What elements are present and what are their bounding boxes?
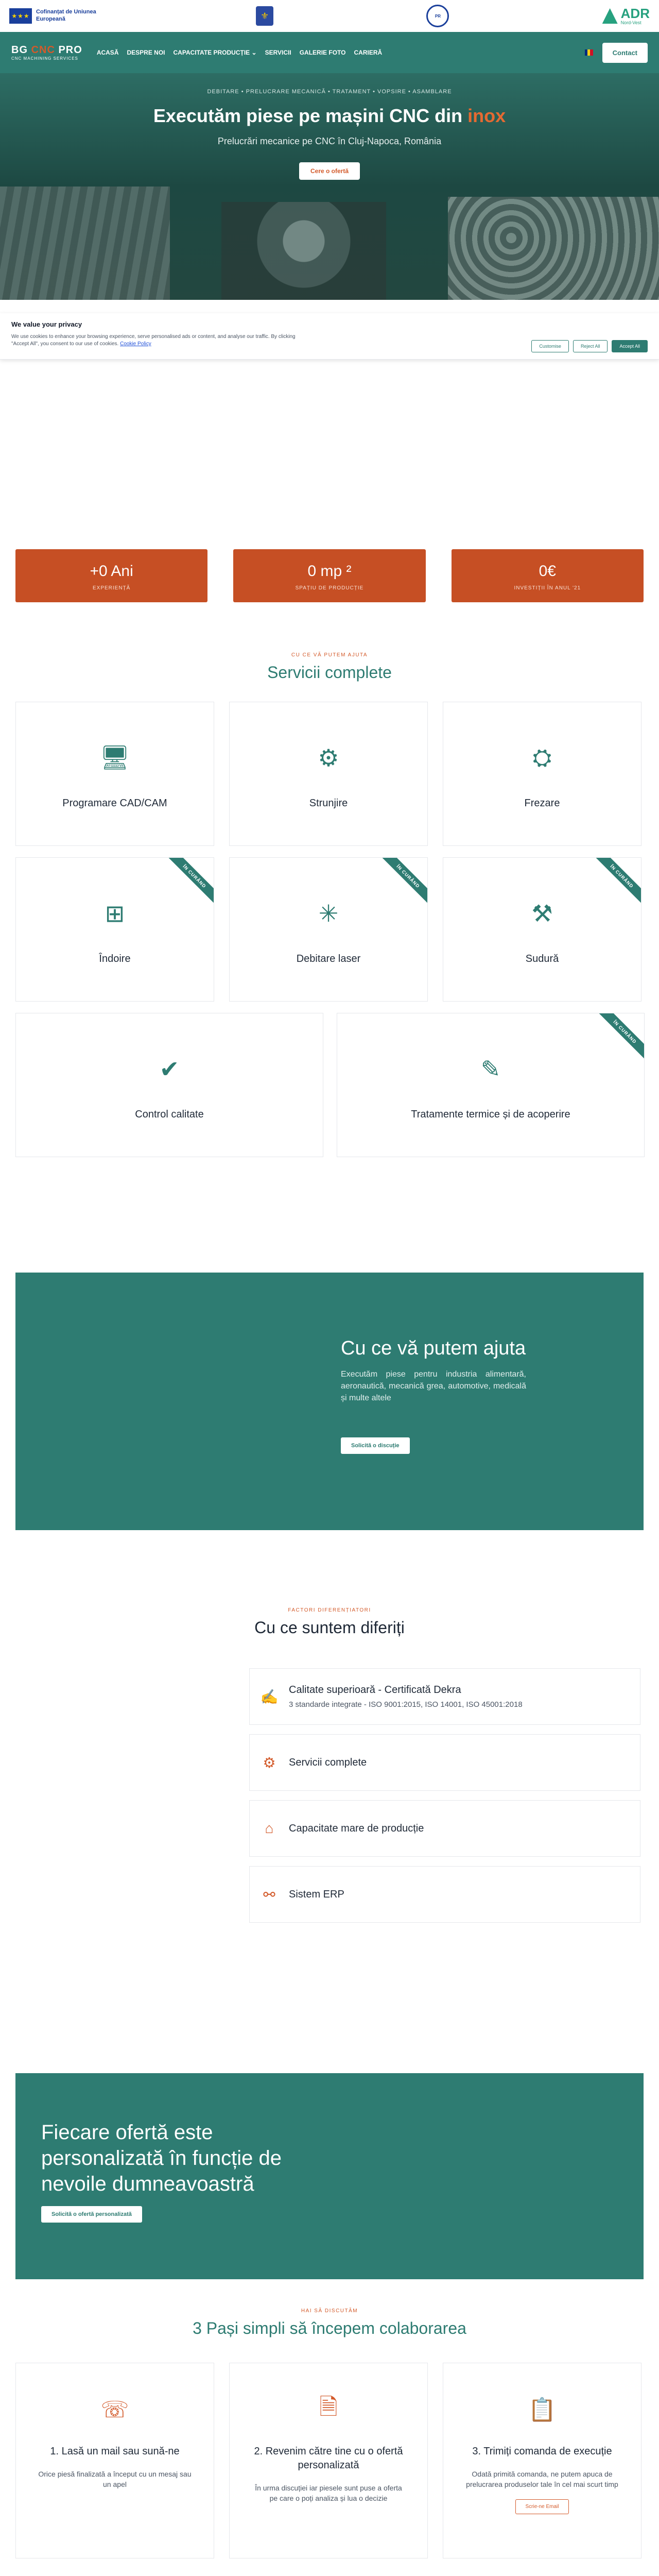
step-card <box>229 2363 428 2558</box>
diff-desc: 3 standarde integrate - ISO 9001:2015, ISO 14001, ISO 45001:2018 <box>289 1700 523 1709</box>
laser-icon: ✳ <box>318 900 339 927</box>
site-logo[interactable] <box>11 44 82 61</box>
help-banner <box>15 1273 644 1530</box>
step-card <box>443 2363 641 2558</box>
logo-sub: CNC MACHINING SERVICES <box>11 56 78 61</box>
coating-icon: ✎ <box>480 1055 501 1082</box>
nav-link-home[interactable]: ACASĂ <box>96 48 119 56</box>
services-kicker: CU CE VĂ PUTEM AJUTA <box>291 652 368 658</box>
funding-bar <box>0 0 659 32</box>
steps-section <box>0 2308 659 2558</box>
step-text: Odată primită comanda, ne putem apuca de prelucrarea produselor tale în cel mai scurt timp <box>466 2470 618 2489</box>
service-card-milling[interactable] <box>443 702 641 846</box>
adr-sub: Nord-Vest <box>620 20 641 25</box>
diff-name: Capacitate mare de producție <box>289 1822 424 1834</box>
offer-title: Fiecare ofertă este personalizată în funcție de nevoile dumneavoastră <box>41 2121 282 2195</box>
lathe-icon: ⚙ <box>318 744 339 771</box>
diff-item <box>249 1800 640 1857</box>
nav-link-gallery[interactable]: GALERIE FOTO <box>299 48 346 56</box>
logo-title-a: BG <box>11 44 31 56</box>
mill-icon: ⛭ <box>532 743 552 771</box>
logo-title-b: CNC <box>31 44 55 56</box>
main-nav <box>0 32 659 73</box>
stat-number: 0 mp ² <box>307 563 352 580</box>
diff-item <box>249 1668 640 1725</box>
step-card <box>15 2363 214 2558</box>
monitor-icon: 🖥 <box>99 744 130 771</box>
erp-icon: ⚯ <box>263 1886 275 1903</box>
nav-links <box>97 49 382 57</box>
stat-label: EXPERIENȚĂ <box>92 585 131 591</box>
contact-button[interactable]: Contact <box>602 43 648 63</box>
cookie-buttons <box>531 340 648 352</box>
request-offer-button[interactable]: Cere o ofertă <box>299 162 360 180</box>
steps-title: 3 Pași simpli să începem colaborarea <box>193 2319 466 2337</box>
cookie-banner <box>0 313 659 360</box>
diff-name: Sistem ERP <box>289 1888 344 1900</box>
stat-number: 0€ <box>539 563 556 580</box>
eu-logo <box>9 8 103 24</box>
service-label: Tratamente termice și de acoperire <box>411 1108 570 1120</box>
request-discussion-button[interactable]: Solicită o discuție <box>341 1437 410 1454</box>
diff-kicker: FACTORI DIFERENȚIATORI <box>288 1607 371 1613</box>
conveyor-icon: ⚙ <box>263 1754 276 1771</box>
cookie-text <box>11 333 310 348</box>
service-label: Sudură <box>525 953 559 964</box>
steps-grid <box>15 2363 659 2558</box>
welding-icon: ⚒ <box>531 900 553 927</box>
stat-number: +0 Ani <box>90 563 133 580</box>
hero-title-a: Executăm piese pe mașini CNC din <box>153 105 468 126</box>
service-label: Frezare <box>524 797 560 809</box>
coming-soon-ribbon: ÎN CURÂND <box>376 857 428 908</box>
factory-icon: ⌂ <box>265 1820 274 1836</box>
cookie-customise-button[interactable]: Customise <box>531 340 569 352</box>
stat-card <box>15 549 207 602</box>
coming-soon-ribbon: ÎN CURÂND <box>589 857 641 908</box>
step-title: 1. Lasă un mail sau sună-ne <box>50 2446 180 2457</box>
step-title: 2. Revenim către tine cu o ofertă personalizată <box>254 2446 403 2471</box>
service-card-coating[interactable] <box>337 1013 645 1157</box>
program-seal-icon: PR <box>426 5 449 27</box>
cookie-text-body: We use cookies to enhance your browsing experience, serve personalised ads or content, and analyse our traffic. By clicking "Accept All", you consent to our use of cookies. <box>11 334 296 347</box>
certificate-icon: ✍ <box>260 1688 279 1705</box>
quality-icon: ✔ <box>159 1055 180 1082</box>
hero-subtitle: Prelucrări mecanice pe CNC în Cluj-Napoca, România <box>217 136 442 146</box>
logo-title-c: PRO <box>55 44 82 56</box>
help-title: Cu ce vă putem ajuta <box>341 1337 526 1359</box>
eu-text: Cofinanțat de Uniunea Europeană <box>36 9 96 22</box>
cookie-reject-button[interactable]: Reject All <box>573 340 608 352</box>
service-label: Debitare laser <box>296 953 361 964</box>
government-crest-icon: ⚜ <box>256 6 273 26</box>
services-title: Servicii complete <box>267 663 392 682</box>
eu-flag-icon: ★★★ <box>9 8 32 24</box>
step-title: 3. Trimiți comanda de execuție <box>472 2446 612 2457</box>
step-text: Orice piesă finalizată a început cu un mesaj sau un apel <box>38 2470 192 2489</box>
nav-link-capacity[interactable]: CAPACITATE PRODUCȚIE ⌄ <box>173 48 257 56</box>
adr-title: ADR <box>620 6 650 21</box>
service-card-welding[interactable] <box>443 857 641 1002</box>
stat-label: SPAȚIU DE PRODUCȚIE <box>295 585 364 591</box>
stat-label: INVESTIȚII ÎN ANUL '21 <box>514 585 581 591</box>
nav-link-about[interactable]: DESPRE NOI <box>127 48 165 56</box>
write-email-button[interactable]: Scrie-ne Email <box>515 2499 568 2514</box>
personalized-offer-button[interactable]: Solicită o ofertă personalizată <box>41 2206 142 2223</box>
service-card-bending[interactable] <box>15 857 214 1002</box>
order-icon: 📋 <box>528 2397 557 2422</box>
differences-section <box>0 1607 659 1923</box>
nav-link-career[interactable]: CARIERĂ <box>354 48 383 56</box>
cookie-accept-button[interactable]: Accept All <box>612 340 648 352</box>
hero-breadcrumb: DEBITARE • PRELUCRARE MECANICĂ • TRATAMENT • VOPSIRE • ASAMBLARE <box>207 89 452 95</box>
logo-title <box>11 44 82 56</box>
help-text: Executăm piese pentru industria alimentară, aeronautică, mecanică grea, automotive, medicală și multe altele <box>341 1370 526 1403</box>
diff-item <box>249 1866 640 1923</box>
document-icon: 🗎 <box>319 2394 338 2420</box>
diff-name: Servicii complete <box>289 1756 367 1768</box>
service-label: Control calitate <box>135 1108 204 1120</box>
stat-card <box>233 549 425 602</box>
phone-icon: ☏ <box>100 2397 129 2422</box>
diff-title: Cu ce suntem diferiți <box>254 1618 405 1637</box>
nav-right <box>585 43 648 63</box>
diff-item <box>249 1734 640 1791</box>
step-text: În urma discuției iar piesele sunt puse a oferta pe care o poți analiza și lua o decizie <box>255 2484 402 2503</box>
hero-title-highlight: inox <box>467 105 506 126</box>
hero-title <box>0 105 659 127</box>
hero <box>0 73 659 300</box>
adr-mark-icon <box>602 8 618 24</box>
services-section <box>0 652 659 1157</box>
coming-soon-ribbon: ÎN CURÂND <box>593 1013 645 1064</box>
offer-banner <box>15 2073 644 2279</box>
service-label: Programare CAD/CAM <box>62 797 167 809</box>
service-card-cad-cam[interactable] <box>15 702 214 846</box>
steps-kicker: HAI SĂ DISCUTĂM <box>301 2308 358 2314</box>
nav-link-services[interactable]: SERVICII <box>265 48 291 56</box>
cookie-title: We value your privacy <box>11 320 82 328</box>
press-icon: ⊞ <box>105 900 125 927</box>
adr-logo <box>602 7 650 25</box>
service-label: Îndoire <box>99 953 131 964</box>
diff-list <box>249 1668 640 1923</box>
romanian-flag-icon[interactable] <box>585 49 593 56</box>
service-card-quality[interactable] <box>15 1013 323 1157</box>
services-row-3 <box>15 1013 659 1157</box>
stat-card <box>452 549 644 602</box>
service-label: Strunjire <box>309 797 348 809</box>
cookie-policy-link[interactable]: Cookie Policy <box>120 341 151 347</box>
diff-name: Calitate superioară - Certificată Dekra <box>289 1684 461 1696</box>
services-grid <box>15 702 659 1002</box>
service-card-turning[interactable] <box>229 702 428 846</box>
stats-row <box>15 549 644 602</box>
service-card-laser[interactable] <box>229 857 428 1002</box>
coming-soon-ribbon: ÎN CURÂND <box>162 857 214 908</box>
